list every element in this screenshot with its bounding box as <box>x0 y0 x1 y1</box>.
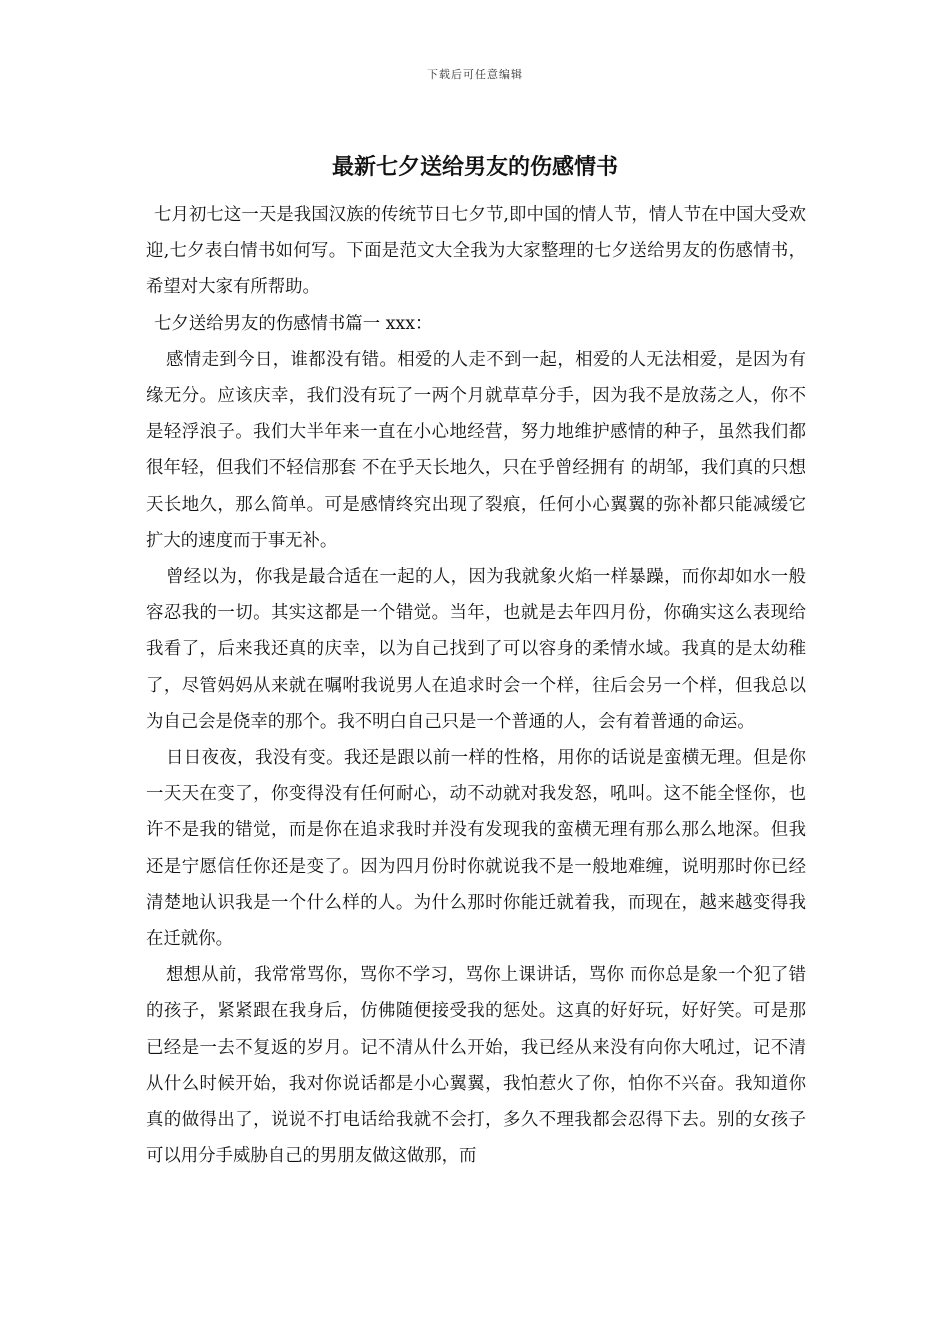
body-paragraph-3: 日日夜夜，我没有变。我还是跟以前一样的性格，用你的话说是蛮横无理。但是你一天天在变了，你变得没有任何耐心，动不动就对我发怒，吼叫。这不能全怪你，也许不是我的错觉，而是你在追求我时并没有发现我的蛮横无理有那么那么地深。但我还是宁愿信任你还是变了。因为四月份时你就说我不是一般地难缠，说明那时你已经清楚地认识我是一个什么样的人。为什么那时你能迁就着我，而现在，越来越变得我在迁就你。 <box>146 748 806 950</box>
body-paragraph-1: 感情走到今日，谁都没有错。相爱的人走不到一起，相爱的人无法相爱，是因为有缘无分。应该庆幸，我们没有玩了一两个月就草草分手，因为我不是放荡之人，你不是轻浮浪子。我们大半年来一直在小心地经营，努力地维护感情的种子，虽然我们都很年轻，但我们不轻信那套 不在乎天长地久，只在乎曾经拥有 的胡邹，我们真的只想天长地久，那么简单。可是感情终究出现了裂痕，任何小心翼翼的弥补都只能减缓它扩大的速度而于事无补。 <box>146 349 806 551</box>
body-paragraph-2: 曾经以为，你我是最合适在一起的人，因为我就象火焰一样暴躁，而你却如水一般容忍我的一切。其实这都是一个错觉。当年，也就是去年四月份，你确实这么表现给我看了，后来我还真的庆幸，以为自己找到了可以容身的柔情水域。我真的是太幼稚了，尽管妈妈从来就在嘱咐我说男人在追求时会一个样，往后会另一个样，但我总以为自己会是侥幸的那个。我不明白自己只是一个普通的人，会有着普通的命运。 <box>146 567 806 732</box>
document-title: 最新七夕送给男友的伤感情书 <box>331 154 618 180</box>
document-body <box>146 197 806 1174</box>
header-note: 下载后可任意编辑 <box>427 68 523 81</box>
section-subheading: 七夕送给男友的伤感情书篇一 xxx： <box>154 313 433 334</box>
intro-paragraph: 七月初七这一天是我国汉族的传统节日七夕节,即中国的情人节，情人节在中国大受欢迎,七夕表白情书如何写。下面是范文大全我为大家整理的七夕送给男友的伤感情书，希望对大家有所帮助。 <box>146 205 806 298</box>
body-paragraph-4: 想想从前，我常常骂你，骂你不学习，骂你上课讲话，骂你 而你总是象一个犯了错的孩子，紧紧跟在我身后，仿佛随便接受我的惩处。这真的好好玩，好好笑。可是那已经是一去不复返的岁月。记不清从什么开始，我已经从来没有向你大吼过，记不清从什么时候开始，我对你说话都是小心翼翼，我怕惹火了你，怕你不兴奋。我知道你真的做得出了，说说不打电话给我就不会打，多久不理我都会忍得下去。别的女孩子可以用分手威胁自己的男朋友做这做那，而 <box>146 965 806 1167</box>
